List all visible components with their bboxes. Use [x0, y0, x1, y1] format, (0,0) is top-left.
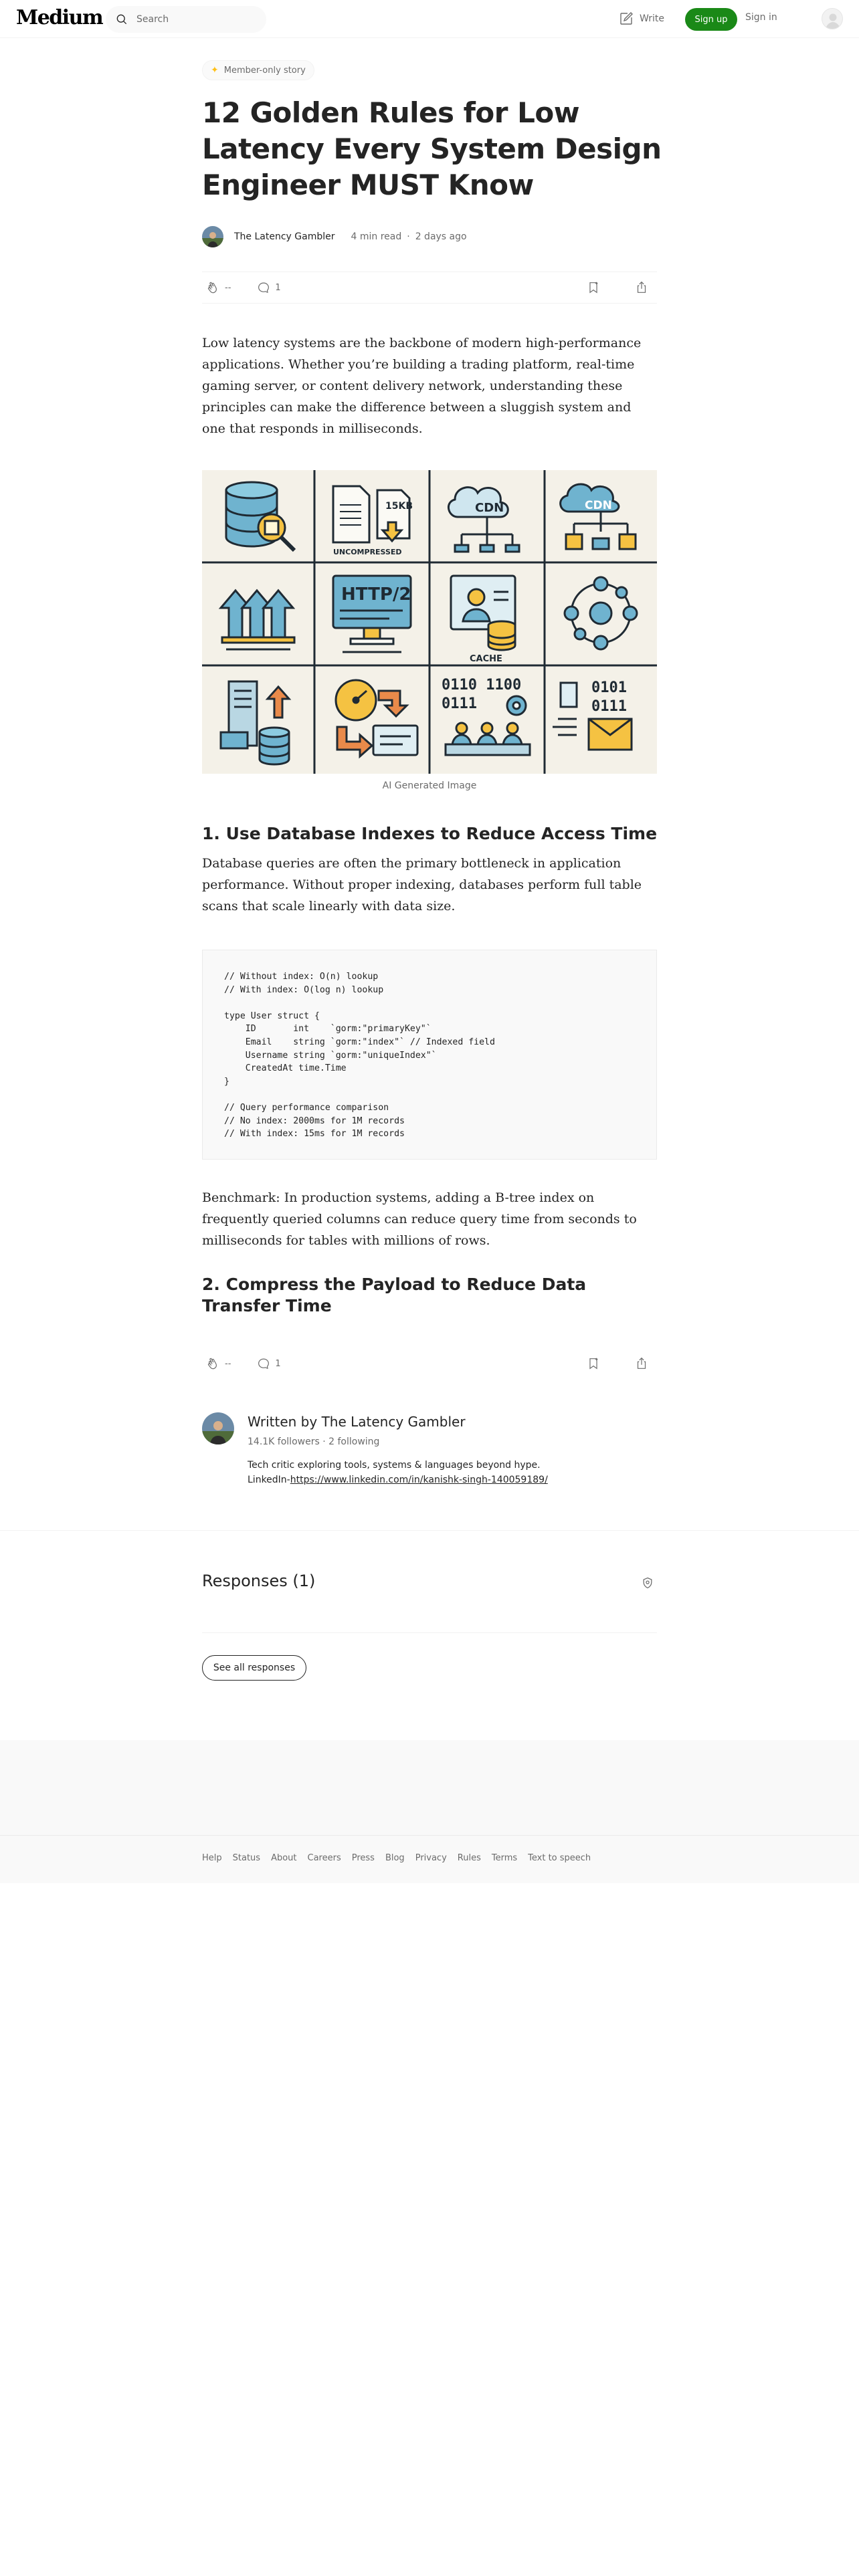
- signup-button[interactable]: Sign up: [685, 8, 737, 31]
- footer-link-terms[interactable]: Terms: [491, 1853, 518, 1863]
- following-count[interactable]: 2 following: [328, 1436, 380, 1447]
- top-nav: [0, 0, 859, 38]
- comment-button-bottom[interactable]: [256, 1356, 280, 1371]
- clap-button[interactable]: [206, 280, 231, 295]
- recommendations-band: [0, 1740, 859, 1835]
- footer: [0, 1835, 859, 1883]
- write-label: Write: [640, 13, 664, 24]
- article-title: 12 Golden Rules for Low Latency Every System Design Engineer MUST Know: [202, 96, 662, 201]
- clap-count: --: [225, 282, 231, 293]
- system-design-illustration: [202, 470, 657, 774]
- svg-text:CDN: CDN: [585, 499, 612, 512]
- section-1-heading: 1. Use Database Indexes to Reduce Access Time: [202, 824, 658, 843]
- clap-count-bottom: --: [225, 1358, 231, 1369]
- separator-dot: ·: [322, 1436, 329, 1447]
- search-icon: [115, 13, 128, 26]
- bio-line: Tech critic exploring tools, systems & languages beyond hype.: [248, 1460, 541, 1471]
- footer-link-status[interactable]: Status: [232, 1853, 261, 1863]
- post-date: 2 days ago: [415, 231, 467, 242]
- shield-icon[interactable]: [641, 1576, 654, 1590]
- footer-link-careers[interactable]: Careers: [307, 1853, 341, 1863]
- article-image: [202, 470, 657, 774]
- divider: [0, 1530, 859, 1531]
- svg-text:15KB: 15KB: [385, 501, 413, 512]
- code-block: [202, 950, 657, 1160]
- author-name[interactable]: The Latency Gambler: [234, 231, 335, 242]
- author-stats: [248, 1436, 379, 1447]
- byline: [202, 225, 467, 249]
- image-caption: AI Generated Image: [382, 780, 477, 791]
- footer-link-about[interactable]: About: [271, 1853, 297, 1863]
- footer-link-privacy[interactable]: Privacy: [415, 1853, 447, 1863]
- benchmark-paragraph: Benchmark: In production systems, adding a B-tree index on frequently queried columns can reduce query time from seconds to milliseconds for tables with millions of rows.: [202, 1190, 637, 1248]
- member-only-label: Member-only story: [223, 65, 306, 76]
- clap-button-bottom[interactable]: [206, 1356, 231, 1371]
- see-all-responses-button[interactable]: See all responses: [202, 1655, 306, 1681]
- footer-link-rules[interactable]: Rules: [457, 1853, 481, 1863]
- linkedin-link[interactable]: https://www.linkedin.com/in/kanishk-singh-140059189/: [290, 1475, 548, 1485]
- footer-link-help[interactable]: Help: [202, 1853, 222, 1863]
- svg-text:CACHE: CACHE: [470, 654, 502, 664]
- star-icon: ✦: [211, 65, 219, 76]
- write-icon: [618, 11, 634, 27]
- svg-text:CDN: CDN: [475, 501, 504, 515]
- share-icon[interactable]: [634, 1356, 649, 1371]
- section-1-paragraph: Database queries are often the primary bottleneck in application performance. Without proper indexing, databases perform full table scans that scale linearly with data size.: [202, 856, 642, 914]
- action-bar-top: [202, 272, 657, 304]
- user-icon[interactable]: [822, 8, 843, 29]
- svg-text:0110 1100: 0110 1100: [442, 677, 522, 693]
- search-bar[interactable]: [106, 6, 266, 33]
- intro-paragraph: Low latency systems are the backbone of modern high-performance applications. Whether you’re building a trading platform, real-time gaming server, or content delivery network, understanding these principles can make the difference between a sluggish system and one that responds in milliseconds.: [202, 336, 642, 436]
- upload-arrows-icon: [221, 591, 294, 649]
- author-bio: [248, 1458, 649, 1487]
- svg-text:HTTP/2: HTTP/2: [341, 584, 411, 605]
- section-2-heading: 2. Compress the Payload to Reduce Data Transfer Time: [202, 1275, 587, 1315]
- share-icon[interactable]: [634, 280, 649, 295]
- author-avatar[interactable]: [202, 226, 223, 247]
- write-button[interactable]: [618, 9, 664, 28]
- comment-icon: [256, 280, 271, 295]
- read-time: 4 min read: [351, 231, 402, 242]
- divider: [202, 1632, 657, 1633]
- followers-count[interactable]: 14.1K followers: [248, 1436, 320, 1447]
- footer-link-text-to-speech[interactable]: Text to speech: [528, 1853, 591, 1863]
- svg-text:0111: 0111: [591, 698, 627, 715]
- bookmark-icon[interactable]: [586, 1356, 601, 1371]
- svg-text:UNCOMPRESSED: UNCOMPRESSED: [333, 548, 402, 556]
- separator-dot: ·: [407, 231, 410, 242]
- member-only-badge: [202, 60, 314, 80]
- footer-link-blog[interactable]: Blog: [385, 1853, 405, 1863]
- search-input[interactable]: [136, 14, 257, 25]
- responses-heading: Responses (1): [202, 1572, 316, 1590]
- footer-link-press[interactable]: Press: [351, 1853, 375, 1863]
- code-content: // Without index: O(n) lookup // With index: O(log n) lookup type User struct { ID int `gorm:"primaryKey"` Email string `gorm:"index"` // Indexed field Username string `gorm:"uniqueIndex"` CreatedAt time.Time } // Query performance comparison // No index: 2000ms for 1M records // With index: 15ms for 1M records: [224, 972, 495, 1140]
- comment-button[interactable]: [256, 280, 280, 295]
- bio-prefix: LinkedIn-: [248, 1475, 290, 1485]
- footer-links: [202, 1853, 591, 1863]
- clap-icon: [206, 1356, 221, 1371]
- author-card-avatar[interactable]: [202, 1412, 234, 1444]
- svg-text:0101: 0101: [591, 679, 627, 696]
- bookmark-icon[interactable]: [586, 280, 601, 295]
- comment-count: 1: [275, 282, 281, 293]
- svg-text:0111: 0111: [442, 695, 477, 712]
- signin-link[interactable]: Sign in: [745, 12, 777, 23]
- medium-logo[interactable]: Medium: [16, 6, 103, 29]
- clap-icon: [206, 280, 221, 295]
- comment-count-bottom: 1: [275, 1358, 281, 1369]
- written-by-label[interactable]: Written by The Latency Gambler: [248, 1414, 466, 1430]
- action-bar-bottom: [202, 1348, 657, 1380]
- comment-icon: [256, 1356, 271, 1371]
